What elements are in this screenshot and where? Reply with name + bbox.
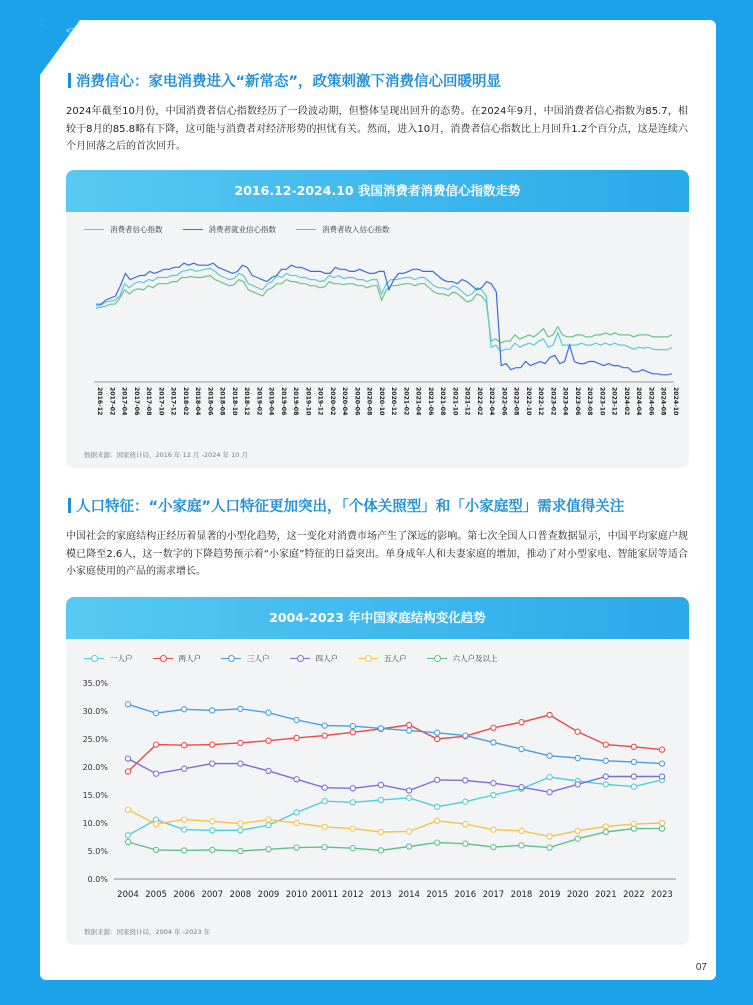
chart2-data-point xyxy=(491,740,496,745)
chart1-tick-label: 2021-04 xyxy=(414,387,422,416)
chart1-tick-label: 2020-12 xyxy=(390,387,398,416)
legend-marker xyxy=(91,655,98,662)
chart2-data-point xyxy=(575,828,580,833)
chart2-data-point xyxy=(463,799,468,804)
chart1-tick-label: 2020-10 xyxy=(377,387,385,416)
chart1-tick-label: 2024-08 xyxy=(659,387,667,416)
chart2-legend-item xyxy=(221,653,270,664)
chart1-tick-label: 2021-08 xyxy=(439,387,447,416)
chart2-data-point xyxy=(350,730,355,735)
chart1-tick-label: 2024-06 xyxy=(647,387,655,416)
chart2-data-point xyxy=(266,823,271,828)
chart1-tick-label: 2018-06 xyxy=(206,387,214,416)
legend-marker xyxy=(160,655,167,662)
chart2-x-tick: 2008 xyxy=(229,890,252,900)
chart2-data-point xyxy=(266,738,271,743)
chart2-data-point xyxy=(322,785,327,790)
chart1-tick-label: 2018-10 xyxy=(230,387,238,416)
chart2-card xyxy=(66,597,689,945)
chart2-data-point xyxy=(238,761,243,766)
chart2-data-point xyxy=(519,828,524,833)
chart2-data-point xyxy=(238,848,243,853)
chart2-data-point xyxy=(125,702,130,707)
chart2-data-point xyxy=(378,726,383,731)
chart2-data-point xyxy=(575,729,580,734)
legend-label: 一人户 xyxy=(110,654,133,663)
chart1-tick-label: 2019-06 xyxy=(279,387,287,416)
chart2-data-point xyxy=(519,843,524,848)
chart2-data-point xyxy=(182,848,187,853)
section1-title xyxy=(68,70,501,91)
chart1-tick-label: 2018-04 xyxy=(194,387,201,416)
chart1-tick-label: 2023-10 xyxy=(598,387,606,416)
chart1-tick-label: 2022-06 xyxy=(500,387,508,416)
chart2-data-point xyxy=(210,708,215,713)
chart1-tick-label: 2020-04 xyxy=(341,387,349,416)
chart1-tick-label: 2024-10 xyxy=(672,387,679,416)
chart2-data-point xyxy=(491,845,496,850)
chart2-x-tick: 2017 xyxy=(482,890,505,900)
chart1-tick-label: 2017-10 xyxy=(157,387,165,416)
chart1-tick-label: 2017-04 xyxy=(120,387,128,416)
chart1-tick-label: 2024-02 xyxy=(623,387,630,416)
chart2-data-point xyxy=(491,781,496,786)
chart1-tick-label: 2022-10 xyxy=(524,387,532,416)
chart1-tick-label: 2019-02 xyxy=(255,387,263,416)
brand-label: <2025>OCEAN ENGINE xyxy=(66,28,149,35)
chart2-data-point xyxy=(659,747,664,752)
chart2-data-point xyxy=(435,818,440,823)
chart2-data-point xyxy=(322,733,327,738)
chart2-data-point xyxy=(491,792,496,797)
chart2-data-point xyxy=(407,844,412,849)
chart2-data-point xyxy=(547,790,552,795)
chart2-data-point xyxy=(547,834,552,839)
legend-swatch xyxy=(427,658,447,659)
page-number: 07 xyxy=(695,962,707,973)
chart2-data-point xyxy=(182,827,187,832)
chart2-data-point xyxy=(294,735,299,740)
chart1-tick-label: 2022-12 xyxy=(537,387,545,416)
chart2-data-point xyxy=(519,720,524,725)
chart2-data-point xyxy=(182,743,187,748)
chart2-data-point xyxy=(266,710,271,715)
chart2-data-point xyxy=(125,839,130,844)
chart2-data-point xyxy=(631,759,636,764)
title-bar xyxy=(68,498,71,513)
chart1-tick-label: 2020-06 xyxy=(353,387,361,416)
chart1-tick-label: 2018-02 xyxy=(181,387,189,416)
legend-label: 消费者信心指数 xyxy=(110,225,163,234)
chart2-data-point xyxy=(210,847,215,852)
chart2-x-tick: 2019 xyxy=(538,890,561,900)
legend-swatch xyxy=(153,658,173,659)
chart2-data-point xyxy=(154,847,159,852)
chart2-x-tick: 2014 xyxy=(398,890,420,900)
chart2-data-point xyxy=(266,847,271,852)
chart1-series-line xyxy=(96,263,672,375)
chart2-data-point xyxy=(603,829,608,834)
chart1-tick-label: 2023-02 xyxy=(549,387,557,416)
chart2-data-point xyxy=(210,819,215,824)
chart2-data-point xyxy=(350,724,355,729)
chart2-data-point xyxy=(182,766,187,771)
chart2-data-point xyxy=(154,822,159,827)
chart2-source: 数据来源：国家统计局，2004 年 -2023 年 xyxy=(84,928,211,936)
chart2-y-tick: 30.0% xyxy=(82,707,108,716)
chart2-data-point xyxy=(407,722,412,727)
title-bar xyxy=(68,73,71,88)
chart2-data-point xyxy=(631,784,636,789)
chart2-data-point xyxy=(125,756,130,761)
chart1-tick-label: 2022-08 xyxy=(512,387,520,416)
chart2-data-point xyxy=(659,826,664,831)
chart2-data-point xyxy=(547,712,552,717)
chart2-data-point xyxy=(603,742,608,747)
chart2-y-tick: 0.0% xyxy=(87,875,108,884)
chart2-data-point xyxy=(547,845,552,850)
chart2-data-point xyxy=(350,800,355,805)
chart1-series-line xyxy=(96,276,672,344)
chart2-x-tick: 2018 xyxy=(510,890,533,900)
chart2-data-point xyxy=(378,782,383,787)
chart2-x-tick: 2010 xyxy=(285,890,308,900)
chart2-data-point xyxy=(407,829,412,834)
chart2-data-point xyxy=(659,820,664,825)
chart2-data-point xyxy=(603,824,608,829)
chart2-data-point xyxy=(238,706,243,711)
chart2-y-tick: 35.0% xyxy=(82,679,108,688)
chart2-data-point xyxy=(154,771,159,776)
chart1-tick-label: 2022-04 xyxy=(488,387,496,416)
chart2-data-point xyxy=(294,810,299,815)
chart1-tick-label: 2021-12 xyxy=(463,387,471,416)
chart2-data-point xyxy=(238,821,243,826)
chart2-data-point xyxy=(435,730,440,735)
chart2-data-point xyxy=(294,777,299,782)
chart2-data-point xyxy=(519,747,524,752)
chart2-data-point xyxy=(322,845,327,850)
legend-swatch xyxy=(290,658,310,659)
legend-label: 五人户 xyxy=(384,654,407,663)
chart1-tick-label: 2017-02 xyxy=(108,387,116,416)
legend-label: 三人户 xyxy=(247,654,270,663)
section1-paragraph: 2024年截至10月份，中国消费者信心指数经历了一段波动期，但整体呈现出回升的态势。在2024年9月，中国消费者信心指数为85.7，相较于8月的85.8略有下降，这可能与消费者对经济形势的担忧有关。然而，进入10月，消费者信心指数比上月回升1.2个百分点，这是连续六个月回落之后的首次回升。 xyxy=(66,106,688,152)
chart2-data-point xyxy=(182,707,187,712)
chart2-x-tick: 2006 xyxy=(173,890,196,900)
chart2-data-point xyxy=(407,728,412,733)
chart1-tick-label: 2022-02 xyxy=(475,387,483,416)
legend-label: 消费者就业信心指数 xyxy=(208,225,276,234)
section2-title-text: 人口特征：“小家庭”人口特征更加突出，「个体关照型」和「小家庭型」需求值得关注 xyxy=(76,499,625,515)
legend-marker xyxy=(365,655,372,662)
chart2-data-point xyxy=(294,845,299,850)
chart2-data-point xyxy=(463,778,468,783)
chart2-data-point xyxy=(435,736,440,741)
chart2-data-point xyxy=(407,795,412,800)
chart2-data-point xyxy=(378,797,383,802)
chart2-data-point xyxy=(603,774,608,779)
chart2-data-point xyxy=(322,723,327,728)
chart2-data-point xyxy=(603,758,608,763)
chart2-data-point xyxy=(378,848,383,853)
section2-title xyxy=(68,495,624,516)
chart1-tick-label: 2021-10 xyxy=(451,387,459,416)
chart2-y-tick: 25.0% xyxy=(82,735,108,744)
chart2-data-point xyxy=(294,820,299,825)
chart2-x-tick: 2020 xyxy=(566,890,589,900)
chart2-data-point xyxy=(407,788,412,793)
chart2-data-point xyxy=(154,711,159,716)
chart2-x-tick: 2012 xyxy=(341,890,364,900)
chart2-legend-item xyxy=(358,653,407,664)
chart2-data-point xyxy=(463,841,468,846)
chart2-data-point xyxy=(266,817,271,822)
chart2-data-point xyxy=(266,768,271,773)
chart2-legend-item xyxy=(290,653,339,664)
chart2-data-point xyxy=(322,824,327,829)
chart1-tick-label: 2019-12 xyxy=(316,387,324,416)
legend-marker xyxy=(434,655,441,662)
chart2-y-tick: 10.0% xyxy=(82,819,108,828)
legend-marker xyxy=(228,655,235,662)
chart1-tick-label: 2024-04 xyxy=(635,387,643,416)
chart1-tick-label: 2019-04 xyxy=(267,387,275,416)
chart2-data-point xyxy=(182,817,187,822)
chart2-legend xyxy=(84,653,518,664)
chart1-tick-label: 2019-10 xyxy=(304,387,312,416)
chart1-tick-label: 2021-02 xyxy=(402,387,410,416)
chart2-data-point xyxy=(547,775,552,780)
chart2-legend-item xyxy=(84,653,133,664)
chart2-data-point xyxy=(125,769,130,774)
chart2-data-point xyxy=(463,822,468,827)
chart2-data-point xyxy=(238,740,243,745)
chart2-x-tick: 2013 xyxy=(370,890,392,900)
chart2-data-point xyxy=(435,777,440,782)
chart2-data-point xyxy=(125,833,130,838)
chart2-series-line xyxy=(128,810,662,837)
chart1-plot xyxy=(66,230,689,450)
chart1-tick-label: 2017-12 xyxy=(169,387,177,416)
chart2-data-point xyxy=(463,733,468,738)
chart2-data-point xyxy=(294,717,299,722)
chart2-data-point xyxy=(631,744,636,749)
chart2-data-point xyxy=(350,846,355,851)
chart2-x-tick: 2021 xyxy=(594,890,617,900)
chart2-data-point xyxy=(631,774,636,779)
legend-swatch xyxy=(358,658,378,659)
chart2-x-tick: 2022 xyxy=(623,890,645,900)
chart1-tick-label: 2020-08 xyxy=(365,387,373,416)
chart2-plot xyxy=(66,673,689,933)
chart1-title: 2016.12-2024.10 我国消费者消费信心指数走势 xyxy=(66,170,689,212)
chart2-data-point xyxy=(435,840,440,845)
chart2-data-point xyxy=(238,828,243,833)
chart2-data-point xyxy=(210,828,215,833)
chart2-x-tick: 2023 xyxy=(651,890,673,900)
chart1-tick-label: 2016-12 xyxy=(96,387,103,416)
chart2-data-point xyxy=(350,786,355,791)
chart1-source: 数据来源：国家统计局，2016 年 12 月 -2024 年 10 月 xyxy=(84,451,248,459)
chart1-tick-label: 2017-06 xyxy=(132,387,140,416)
chart2-data-point xyxy=(210,742,215,747)
section1-title-text: 消费信心：家电消费进入“新常态”，政策刺激下消费信心回暖明显 xyxy=(76,74,502,90)
chart2-data-point xyxy=(575,755,580,760)
chart2-x-tick: 20011 xyxy=(311,890,339,900)
chart2-data-point xyxy=(659,761,664,766)
chart2-series-line xyxy=(128,759,662,793)
chart2-x-tick: 2016 xyxy=(454,890,477,900)
chart2-data-point xyxy=(491,827,496,832)
chart2-legend-item xyxy=(427,653,498,664)
chart2-legend-item xyxy=(153,653,202,664)
chart2-data-point xyxy=(491,725,496,730)
chart2-data-point xyxy=(350,826,355,831)
chart2-data-point xyxy=(435,804,440,809)
chart2-x-tick: 2005 xyxy=(145,890,167,900)
legend-swatch xyxy=(221,658,241,659)
chart2-data-point xyxy=(659,774,664,779)
chart2-data-point xyxy=(125,807,130,812)
chart1-tick-label: 2023-12 xyxy=(610,387,618,416)
chart1-tick-label: 2023-06 xyxy=(574,387,581,416)
legend-label: 六人户及以上 xyxy=(452,654,498,663)
chart1-card xyxy=(66,170,689,468)
chart2-x-tick: 2009 xyxy=(257,890,280,900)
legend-label: 两人户 xyxy=(178,654,201,663)
chart2-y-tick: 20.0% xyxy=(82,763,108,772)
chart2-y-tick: 5.0% xyxy=(87,847,108,856)
chart1-tick-label: 2021-06 xyxy=(426,387,434,416)
chart2-data-point xyxy=(519,785,524,790)
legend-label: 四人户 xyxy=(315,654,338,663)
chart2-data-point xyxy=(547,753,552,758)
chart2-y-tick: 15.0% xyxy=(82,791,108,800)
chart2-x-tick: 2015 xyxy=(426,890,449,900)
chart1-tick-label: 2017-08 xyxy=(145,387,152,416)
chart2-title: 2004-2023 年中国家庭结构变化趋势 xyxy=(66,597,689,639)
chart1-tick-label: 2018-12 xyxy=(243,387,251,416)
section2-paragraph: 中国社会的家庭结构正经历着显著的小型化趋势，这一变化对消费市场产生了深远的影响。第七次全国人口普查数据显示，中国平均家庭户规模已降至2.6人，这一数字的下降趋势预示着“小家庭”特征的日益突出。单身成年人和夫妻家庭的增加，推动了对小型家电、智能家居等适合小家庭使用的产品的需求增长。 xyxy=(66,531,688,577)
chart2-data-point xyxy=(154,742,159,747)
chart2-series-line xyxy=(128,777,662,835)
chart1-tick-label: 2019-08 xyxy=(292,387,300,416)
chart2-data-point xyxy=(210,761,215,766)
chart1-tick-label: 2018-08 xyxy=(218,387,226,416)
chart2-data-point xyxy=(322,799,327,804)
chart2-x-tick: 2004 xyxy=(117,890,139,900)
chart2-data-point xyxy=(631,826,636,831)
legend-marker xyxy=(297,655,304,662)
chart1-series-line xyxy=(96,268,672,351)
chart2-data-point xyxy=(603,782,608,787)
chart1-tick-label: 2020-02 xyxy=(328,387,336,416)
legend-label: 消费者收入信心指数 xyxy=(322,225,390,234)
chart1-tick-label: 2023-04 xyxy=(561,387,569,416)
legend-swatch xyxy=(84,658,104,659)
chart2-x-tick: 2007 xyxy=(201,890,224,900)
chart2-data-point xyxy=(378,829,383,834)
chart2-data-point xyxy=(575,836,580,841)
chart2-data-point xyxy=(575,782,580,787)
chart1-tick-label: 2023-08 xyxy=(586,387,594,416)
chart2-series-line xyxy=(128,715,662,772)
